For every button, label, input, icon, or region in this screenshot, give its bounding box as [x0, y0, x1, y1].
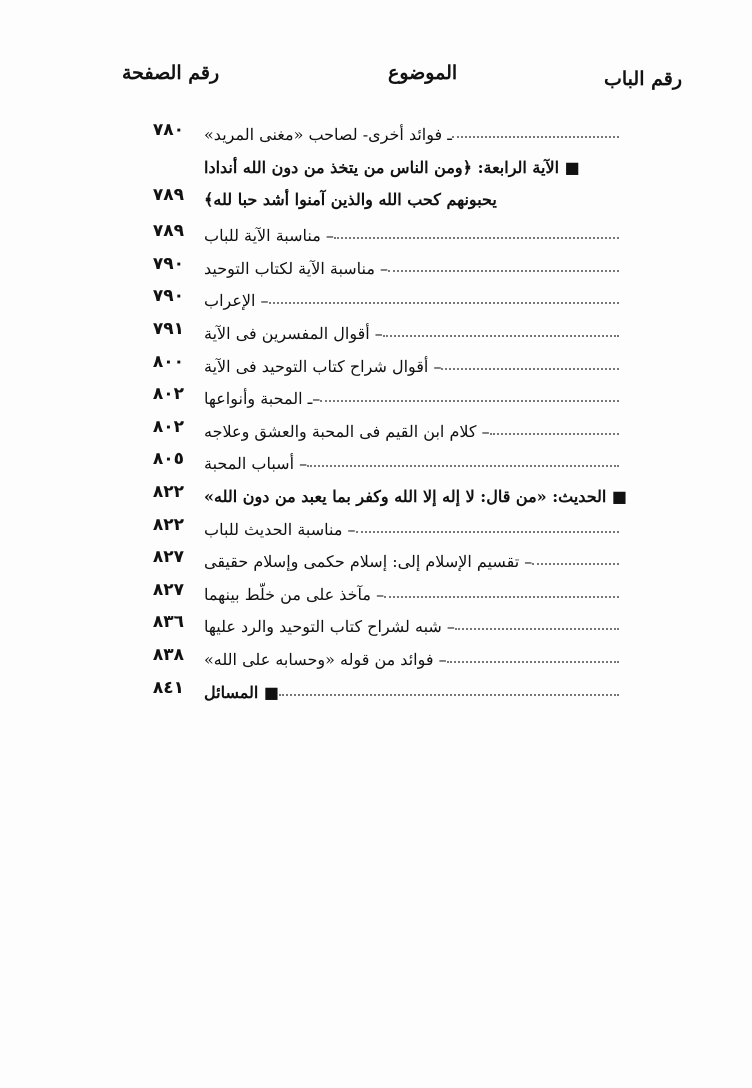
toc-entry	[198, 447, 619, 473]
entry-title: ـ فوائد أخرى- لصاحب «مغنى المريد»	[204, 125, 452, 144]
entry-page-number: ٧٨٩	[152, 221, 184, 242]
toc-row	[0, 643, 752, 676]
entry-title: – أقوال المفسرين فى الآية	[204, 323, 383, 343]
entry-page-number: ٨٢٢	[152, 514, 184, 535]
leader-dots	[334, 236, 619, 239]
entry-page-number: ٨٣٨	[152, 644, 184, 665]
toc-row	[0, 151, 752, 184]
toc-entry	[198, 382, 619, 408]
entry-title: – فوائد من قوله «وحسابه على الله»	[204, 649, 447, 669]
table-header	[0, 62, 752, 96]
entry-page-number: ٨٠٢	[152, 416, 184, 437]
entry-title: – كلام ابن القيم فى المحبة والعشق وعلاجه	[204, 421, 490, 441]
entry-title: يحبونهم كحب الله والذين آمنوا أشد حبا لله﴾	[204, 190, 497, 210]
toc-row	[0, 513, 752, 546]
chapter-number-header: رقم الباب	[604, 68, 682, 90]
toc-entry	[198, 578, 619, 604]
entry-page-number: ٨٤١	[152, 677, 184, 698]
entry-title: – مناسبة الآية لكتاب التوحيد	[204, 258, 389, 278]
leader-dots	[384, 595, 619, 598]
entry-page-number: ٧٩١	[152, 318, 184, 339]
toc-row	[0, 382, 752, 415]
toc-entries	[0, 118, 752, 708]
toc-entry	[198, 350, 619, 376]
leader-dots	[388, 269, 619, 272]
entry-title: –ـ المحبة وأنواعها	[204, 389, 321, 409]
toc-row	[0, 480, 752, 513]
entry-title: – مآخذ على من خلّط بينهما	[204, 584, 385, 604]
leader-dots	[441, 367, 619, 370]
toc-entry	[198, 610, 619, 636]
toc-row	[0, 447, 752, 480]
leader-dots	[455, 627, 619, 630]
topic-header: الموضوع	[388, 62, 458, 84]
toc-entry	[198, 513, 619, 539]
entry-title: ■ الحديث: «من قال: لا إله إلا الله وكفر بما يعبد من دون الله»	[204, 486, 628, 506]
toc-entry	[198, 252, 619, 278]
toc-row	[0, 545, 752, 578]
toc-row	[0, 183, 752, 219]
entry-page-number: ٧٨٠	[152, 120, 184, 140]
toc-entry	[198, 219, 619, 245]
toc-row	[0, 578, 752, 611]
entry-page-number: ٧٨٩	[152, 185, 184, 206]
toc-row	[0, 350, 752, 383]
toc-entry	[198, 480, 628, 506]
entry-page-number: ٨٣٦	[152, 612, 184, 633]
toc-row	[0, 415, 752, 448]
entry-title: – شبه لشراح كتاب التوحيد والرد عليها	[204, 617, 455, 637]
leader-dots	[279, 693, 619, 696]
toc-entry	[198, 284, 619, 310]
toc-row	[0, 252, 752, 285]
toc-entry	[198, 317, 619, 343]
leader-dots	[447, 660, 619, 663]
toc-row	[0, 676, 752, 709]
entry-page-number: ٨٠٥	[152, 449, 184, 470]
toc-entry	[198, 643, 619, 669]
leader-dots	[383, 334, 619, 337]
entry-page-number: ٧٩٠	[152, 286, 184, 307]
toc-entry	[198, 545, 619, 571]
leader-dots	[320, 399, 619, 402]
toc-entry	[198, 183, 612, 209]
leader-dots	[356, 530, 620, 533]
leader-dots	[490, 432, 619, 435]
leader-dots	[307, 464, 619, 467]
entry-page-number: ٨٠٢	[152, 384, 184, 405]
toc-entry	[198, 118, 619, 144]
toc-entry	[198, 151, 619, 177]
entry-title: – مناسبة الحديث للباب	[204, 519, 356, 539]
toc-entry	[198, 676, 619, 702]
entry-title: ■ الآية الرابعة: ﴿ومن الناس من يتخذ من دون الله أندادا	[204, 157, 580, 177]
entry-page-number: ٨٢٢	[152, 481, 184, 502]
page-number-header: رقم الصفحة	[122, 62, 220, 84]
entry-title: ■ المسائل	[204, 682, 279, 702]
toc-row	[0, 219, 752, 252]
toc-row	[0, 610, 752, 643]
entry-title: – أسباب المحبة	[204, 454, 308, 474]
entry-page-number: ٧٩٠	[152, 253, 184, 274]
entry-page-number: ٨٠٠	[152, 351, 184, 372]
entry-title: – الإعراب	[204, 291, 269, 311]
entry-page-number: ٨٢٧	[152, 547, 184, 568]
toc-row	[0, 317, 752, 350]
leader-dots	[269, 301, 619, 304]
leader-dots	[532, 562, 619, 565]
toc-entry	[198, 415, 619, 441]
toc-row	[0, 284, 752, 317]
entry-page-number: ٨٢٧	[152, 579, 184, 600]
entry-title: – أقوال شراح كتاب التوحيد فى الآية	[204, 356, 442, 376]
leader-dots	[452, 135, 619, 138]
entry-title: – تقسيم الإسلام إلى: إسلام حكمى وإسلام حقيقى	[204, 552, 533, 572]
toc-row	[0, 118, 752, 151]
entry-title: – مناسبة الآية للباب	[204, 226, 334, 246]
